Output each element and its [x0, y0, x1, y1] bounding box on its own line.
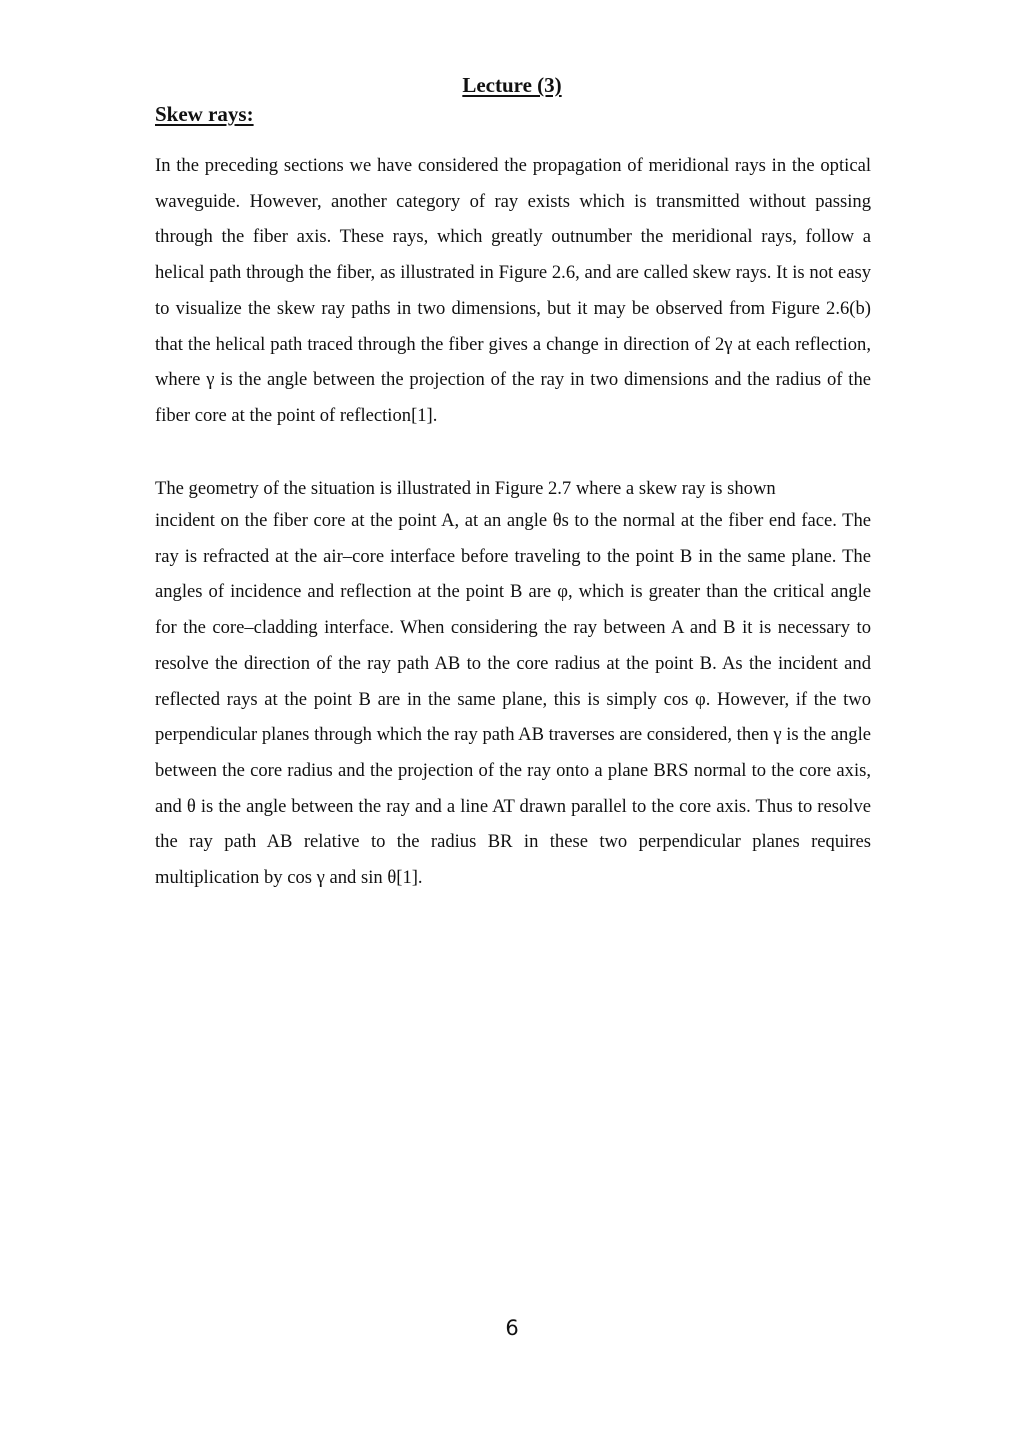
paragraph-1: In the preceding sections we have considered the propagation of meridional rays in the optical waveguide. However, another category of ray exists which is transmitted without passing through the fiber axis. These rays, which greatly outnumber the meridional rays, follow a helical path through the fiber, as illustrated in Figure 2.6, and are called skew rays. It is not easy to visualize the skew ray paths in two dimensions, but it may be observed from Figure 2.6(b) that the helical path traced through the fiber gives a change in direction of 2γ at each reflection, where γ is the angle between the projection of the ray in two dimensions and the radius of the fiber core at the point of reflection[1]. [155, 155, 871, 426]
lecture-title: Lecture (3) [462, 73, 562, 97]
page-number: 6 [505, 1316, 519, 1340]
paragraph-2 [155, 475, 871, 896]
paragraph-2-first-line: The geometry of the situation is illustrated in Figure 2.7 where a skew ray is shown [155, 478, 776, 499]
paragraph-2-body: incident on the fiber core at the point A, at an angle θs to the normal at the fiber end face. The ray is refracted at the air–core interface before traveling to the point B in the same plane. The angles of incidence and reflection at the point B are φ, which is greater than the critical angle for the core–cladding interface. When considering the ray between A and B it is necessary to resolve the direction of the ray path AB to the core radius at the point B. As the incident and reflected rays at the point B are in the same plane, this is simply cos φ. However, if the two perpendicular planes through which the ray path AB traverses are considered, then γ is the angle between the core radius and the projection of the ray onto a plane BRS normal to the core axis, and θ is the angle between the ray and a line AT drawn parallel to the core axis. Thus to resolve the ray path AB relative to the radius BR in these two perpendicular planes requires multiplication by cos γ and sin θ[1]. [155, 510, 871, 889]
section-heading: Skew rays: [155, 102, 254, 126]
